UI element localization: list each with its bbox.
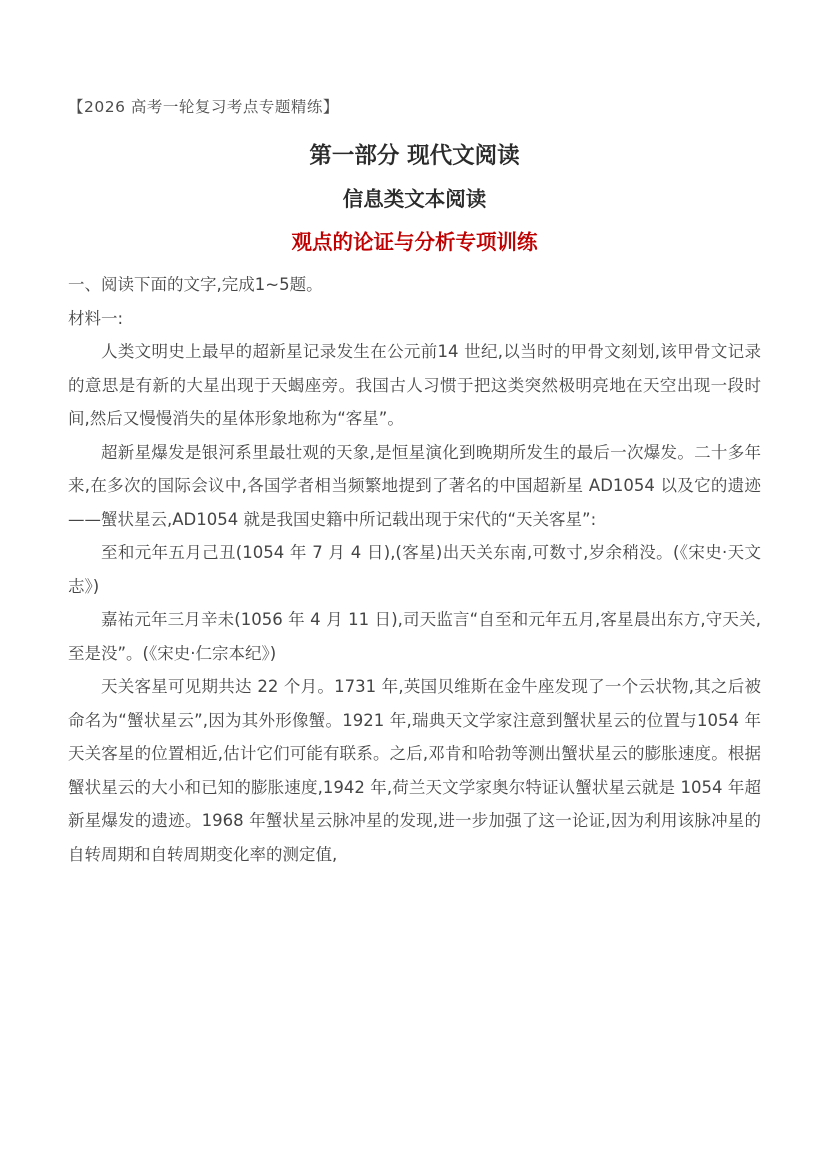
paragraph-4-quote-songshi-renzong: 嘉祐元年三月辛未(1056 年 4 月 11 日),司天监言“自至和元年五月,客星晨出东方,守天关,至是没”。(《宋史·仁宗本纪》) [68, 610, 761, 663]
material-label: 材料一: [68, 308, 124, 328]
section-title: 信息类文本阅读 [342, 187, 487, 211]
paragraph-1: 人类文明史上最早的超新星记录发生在公元前14 世纪,以当时的甲骨文刻划,该甲骨文记录的意思是有新的大星出现于天蝎座旁。我国古人习惯于把这类突然极明亮地在天空出现一段时间,然后又慢慢消失的星体形象地称为“客星”。 [68, 342, 761, 428]
part-title: 第一部分 现代文阅读 [309, 143, 520, 169]
reading-passage [68, 268, 761, 871]
paragraph-5: 天关客星可见期共达 22 个月。1731 年,英国贝维斯在金牛座发现了一个云状物,其之后被命名为“蟹状星云”,因为其外形像蟹。1921 年,瑞典天文学家注意到蟹状星云的位置与1054 年天关客星的位置相近,估计它们可能有联系。之后,邓肯和哈勃等测出蟹状星云的膨胀速度。根据蟹状星云的大小和已知的膨胀速度,1942 年,荷兰天文学家奥尔特证认蟹状星云就是 1054 年超新星爆发的遗迹。1968 年蟹状星云脉冲星的发现,进一步加强了这一论证,因为利用该脉冲星的自转周期和自转周期变化率的测定值, [68, 677, 761, 864]
document-series-tag: 【2026 高考一轮复习考点专题精练】 [68, 98, 339, 116]
paragraph-3-quote-songshi-tianwenzhi: 至和元年五月己丑(1054 年 7 月 4 日),(客星)出天关东南,可数寸,岁余稍没。(《宋史·天文志》) [68, 543, 761, 596]
topic-title: 观点的论证与分析专项训练 [291, 230, 538, 254]
paragraph-2: 超新星爆发是银河系里最壮观的天象,是恒星演化到晚期所发生的最后一次爆发。二十多年来,在多次的国际会议中,各国学者相当频繁地提到了著名的中国超新星 AD1054 以及它的遗迹——蟹状星云,AD1054 就是我国史籍中所记载出现于宋代的“天关客星”: [68, 442, 761, 529]
instruction-line: 一、阅读下面的文字,完成1~5题。 [68, 275, 323, 294]
